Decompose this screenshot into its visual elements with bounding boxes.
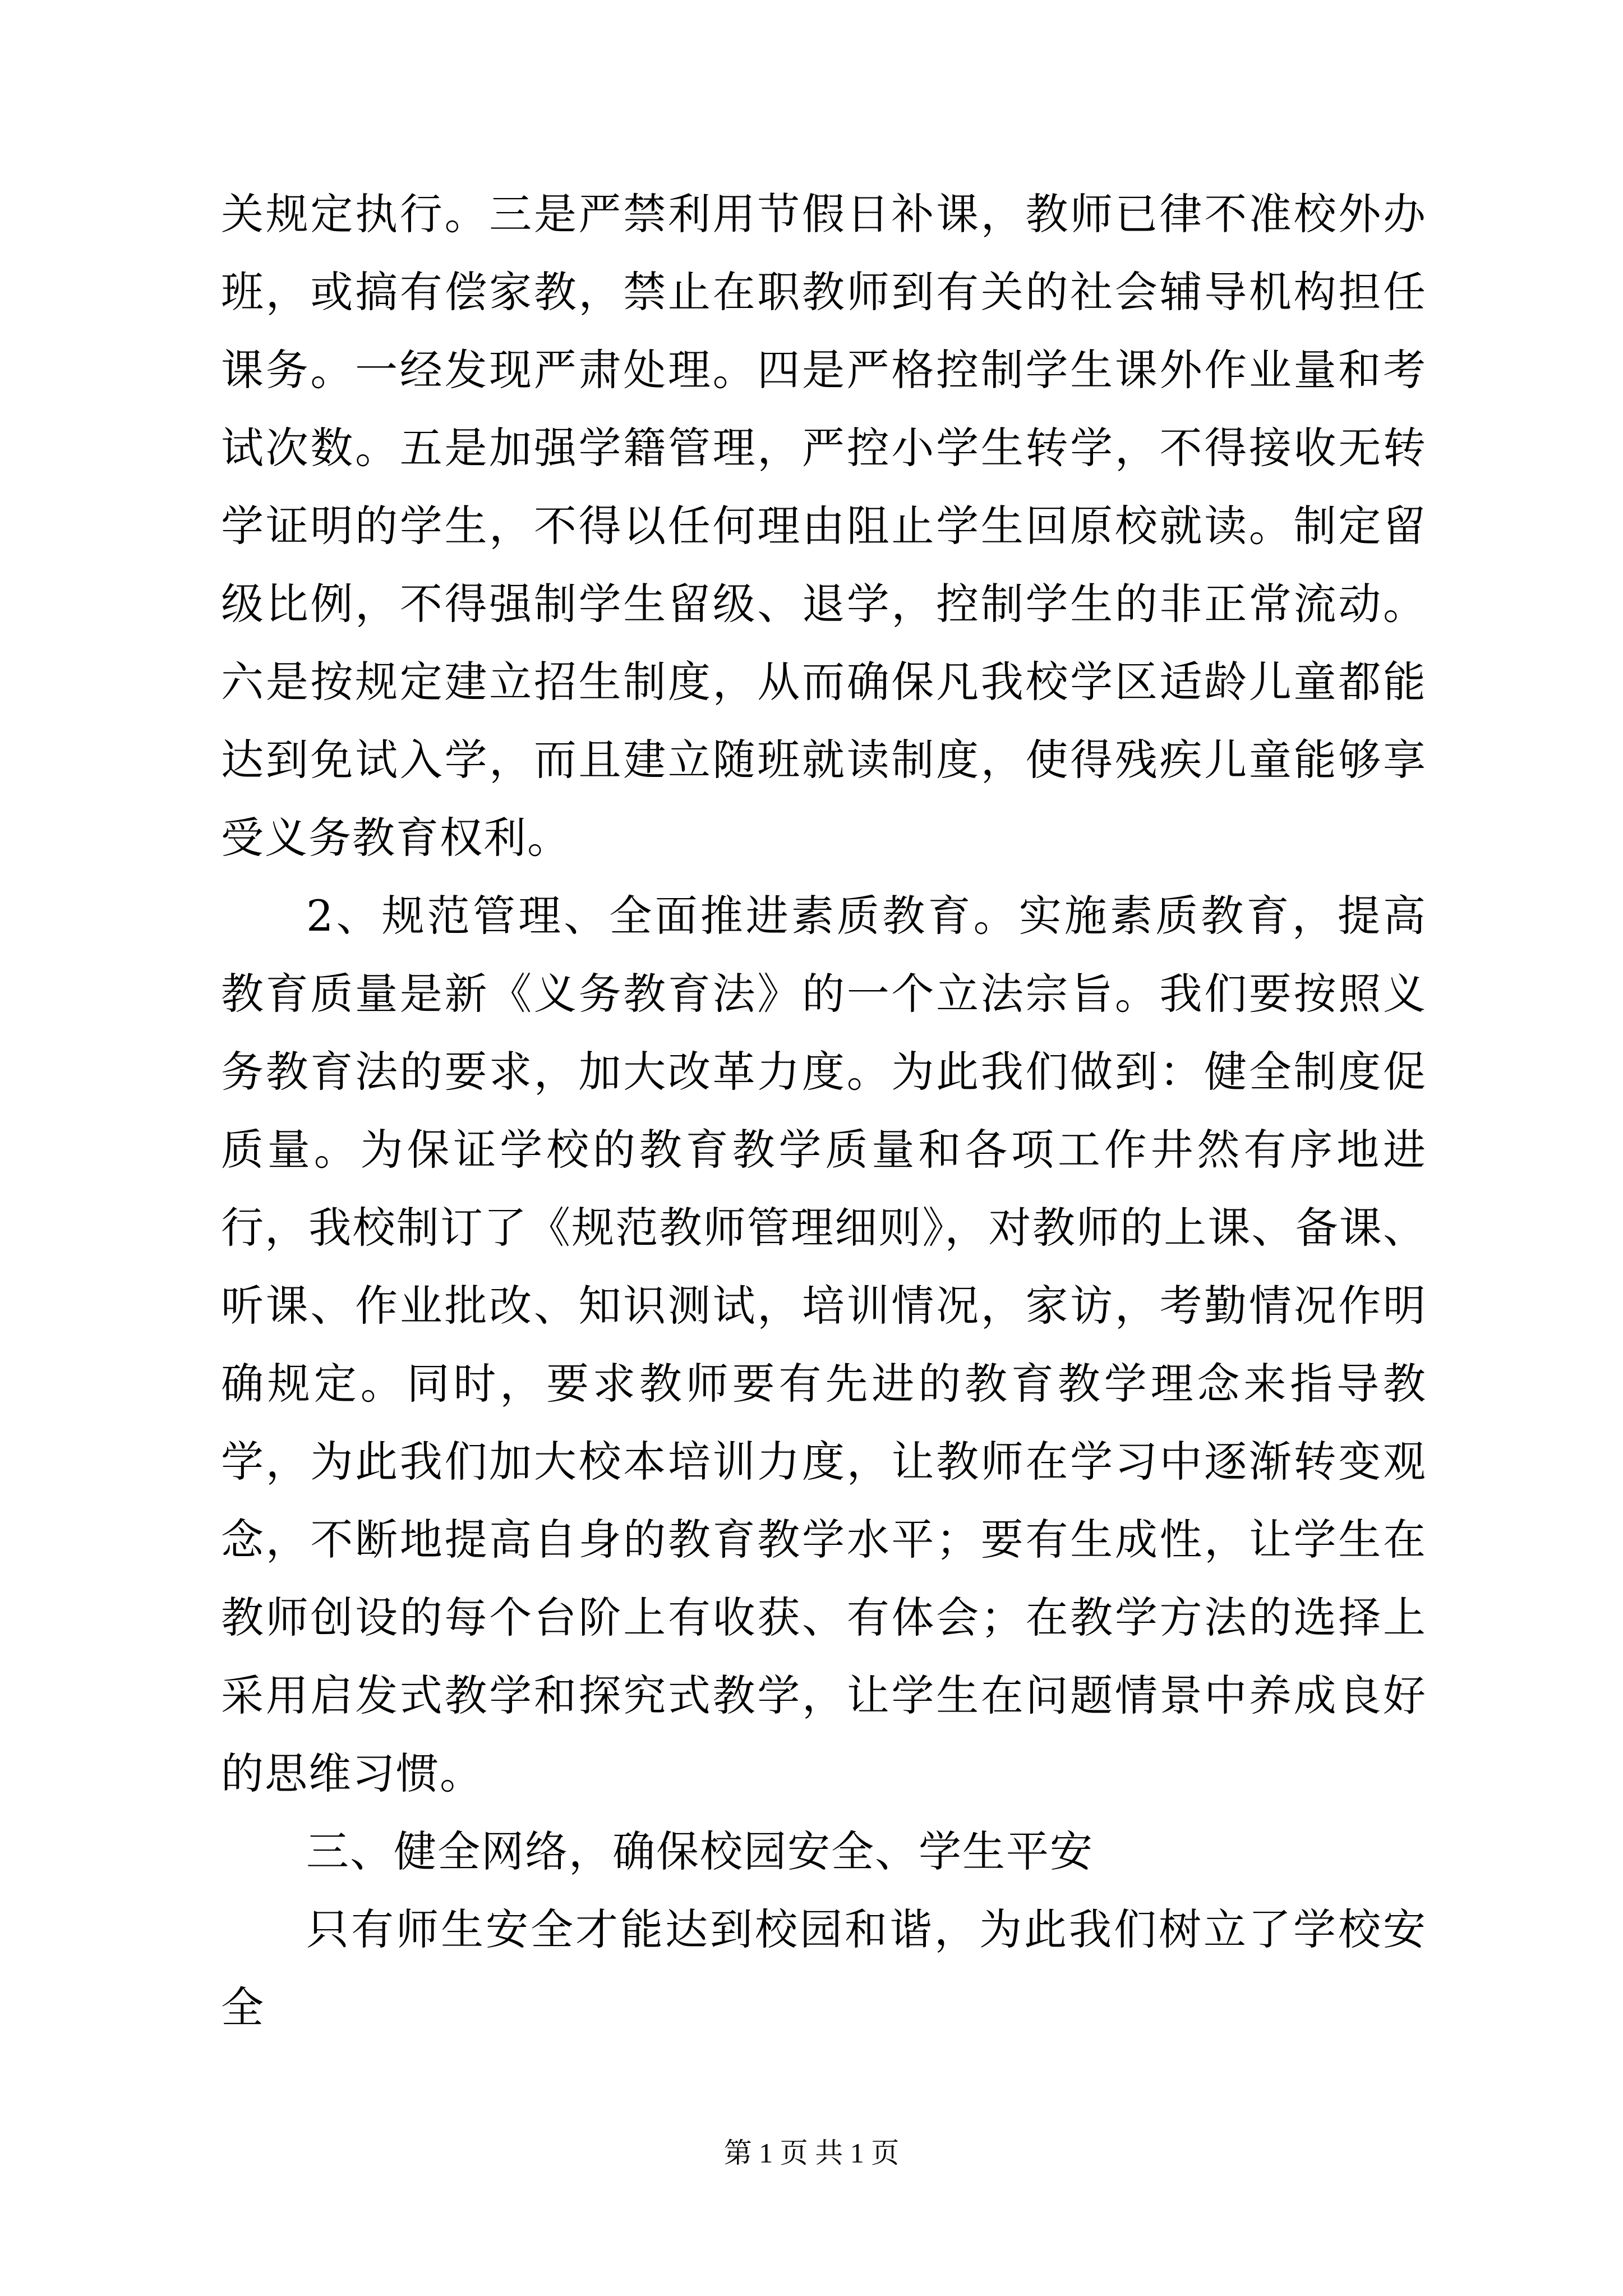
paragraph-2: 2、规范管理、全面推进素质教育。实施素质教育，提高教育质量是新《义务教育法》的一个立法宗旨。我们要按照义务教育法的要求，加大改革力度。为此我们做到：健全制度促质量。为保证学校的教育教学质量和各项工作井然有序地进行，我校制订了《规范教师管理细则》，对教师的上课、备课、听课、作业批改、知识测试，培训情况，家访，考勤情况作明确规定。同时，要求教师要有先进的教育教学理念来指导教学，为此我们加大校本培训力度，让教师在学习中逐渐转变观念，不断地提高自身的教育教学水平；要有生成性，让学生在教师创设的每个台阶上有收获、有体会；在教学方法的选择上采用启发式教学和探究式教学，让学生在问题情景中养成良好的思维习惯。: [221, 891, 1427, 1798]
section-heading: 三、健全网络，确保校园安全、学生平安: [306, 1826, 1094, 1876]
paragraph-1: 关规定执行。三是严禁利用节假日补课，教师已律不准校外办班，或搞有偿家教，禁止在职教师到有关的社会辅导机构担任课务。一经发现严肃处理。四是严格控制学生课外作业量和考试次数。五是加强学籍管理，严控小学生转学，不得接收无转学证明的学生，不得以任何理由阻止学生回原校就读。制定留级比例，不得强制学生留级、退学，控制学生的非正常流动。六是按规定建立招生制度，从而确保凡我校学区适龄儿童都能达到免试入学，而且建立随班就读制度，使得残疾儿童能够享受义务教育权利。: [221, 189, 1427, 863]
page-number: 第 1 页 共 1 页: [723, 2137, 900, 2169]
body-text: [221, 175, 1427, 2046]
paragraph-3: 只有师生安全才能达到校园和谐，为此我们树立了学校安全: [221, 1904, 1427, 2032]
